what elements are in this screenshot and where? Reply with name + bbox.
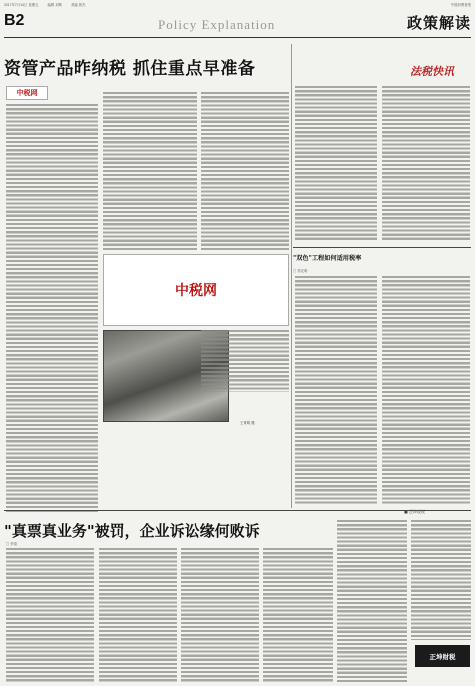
article3-column-1 [6,548,94,682]
law-news-column-1 [295,86,377,241]
article3-column-4 [263,548,333,682]
article1-column-2 [103,92,197,250]
zhongshui-logo-small [6,86,48,100]
article1-column-3 [201,92,289,250]
article2-byline: □ 郑光明 [293,269,308,273]
law-news-banner [334,60,454,82]
article3-byline: □ 李清 [6,542,18,546]
column-divider [291,44,292,508]
page-header [4,10,471,38]
section-code: B2 [4,12,25,29]
top-bar-editor: 编辑 刘利 [47,3,63,7]
bottom-section-rule [4,510,471,511]
article1-column-3-lower [201,330,289,392]
article1-column-1 [6,104,98,514]
top-bar-paper-name: 中国消费者报 [450,3,471,7]
article3-column-3 [181,548,259,682]
article2-headline: "双色"工程如何适用税率 [293,255,362,262]
zhengkun-logo [415,645,470,667]
article3-column-6 [411,520,471,640]
article3-column-2 [99,548,177,682]
section-rule-right [293,247,471,248]
top-bar-date: 2017年7月14日 星期五 [4,3,39,7]
top-bar [4,2,471,9]
section-english-title: Policy Explanation [158,17,276,32]
zhengkun-logo-text: 正坤财税 [429,652,456,661]
zhongshui-logo-large-text: 中税网 [175,283,217,299]
article2-column-2 [382,276,470,504]
zhongshui-logo-large [103,254,289,326]
section-chinese-title: 政策解读 [406,14,471,32]
article3-column-5 [337,520,407,682]
article2-column-1 [295,276,377,504]
photo-credit: 王青明 摄 [240,421,255,425]
right-section-tag: ■ 正坤说税 [404,509,426,514]
law-news-banner-text: 法税快讯 [410,65,454,78]
top-bar-designer: 美编 郭杰 [71,3,86,7]
article1-headline: 资管产品昨纳税 抓住重点早准备 [4,59,256,79]
article3-headline: "真票真业务"被罚，企业诉讼缘何败诉 [4,522,260,540]
law-news-column-2 [382,86,470,241]
zhongshui-logo-text: 中税网 [16,89,38,97]
photo-caption [232,396,268,416]
